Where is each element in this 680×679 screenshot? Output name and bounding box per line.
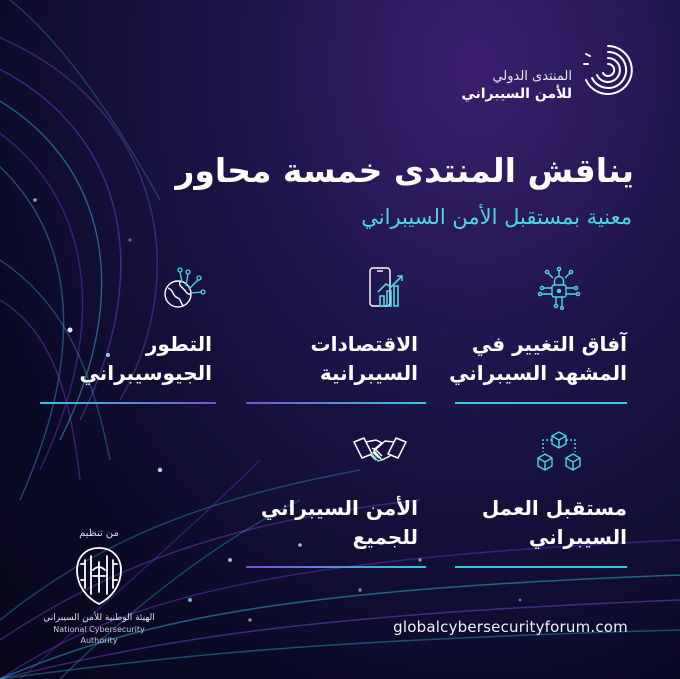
globe-network-icon <box>158 266 206 310</box>
nca-logo-icon <box>69 544 129 608</box>
axis-label-line1: الاقتصادات <box>310 332 418 356</box>
organizer-name-en: National Cybersecurity Authority <box>53 625 145 645</box>
organizer-name-ar: الهيئة الوطنية للأمن السيبراني <box>43 613 155 623</box>
headline: يناقش المنتدى خمسة محاور <box>175 151 634 190</box>
axis-label-line1: مستقبل العمل <box>481 496 627 520</box>
axis-label-line2: الجيوسيبراني <box>79 361 212 385</box>
cubes-network-icon <box>535 430 583 474</box>
organizer-block <box>34 528 164 646</box>
forum-name <box>461 68 572 103</box>
subheadline: معنية بمستقبل الأمن السيبراني <box>361 205 632 229</box>
axis-label-line2: السيبرانية <box>319 361 418 385</box>
axis-label <box>22 330 212 388</box>
axis-divider <box>455 566 627 568</box>
axis-label <box>228 494 418 552</box>
axis-label <box>228 330 418 388</box>
axis-label <box>437 494 627 552</box>
axis-label-line1: الأمن السيبراني <box>260 496 418 520</box>
organizer-prefix: من تنظيم <box>79 528 119 539</box>
axis-label-line1: التطور <box>145 332 212 356</box>
axis-label-line2: المشهد السيبراني <box>449 361 627 385</box>
website-link[interactable]: globalcybersecurityforum.com <box>393 618 628 636</box>
axis-label <box>437 330 627 388</box>
forum-logo-icon <box>580 42 636 98</box>
axis-divider <box>246 402 426 404</box>
forum-name-line1: المنتدى الدولي <box>492 69 572 84</box>
axis-label-line2: السيبراني <box>528 525 627 549</box>
phone-growth-chart-icon <box>360 266 408 310</box>
circuit-lock-icon <box>535 266 583 310</box>
forum-name-line2: للأمن السيبراني <box>461 86 572 102</box>
axis-label-line1: آفاق التغيير في <box>471 332 627 356</box>
handshake-icon <box>352 430 408 474</box>
axis-divider <box>246 566 426 568</box>
axis-label-line2: للجميع <box>352 525 418 549</box>
axis-divider <box>455 402 627 404</box>
axis-divider <box>40 402 216 404</box>
